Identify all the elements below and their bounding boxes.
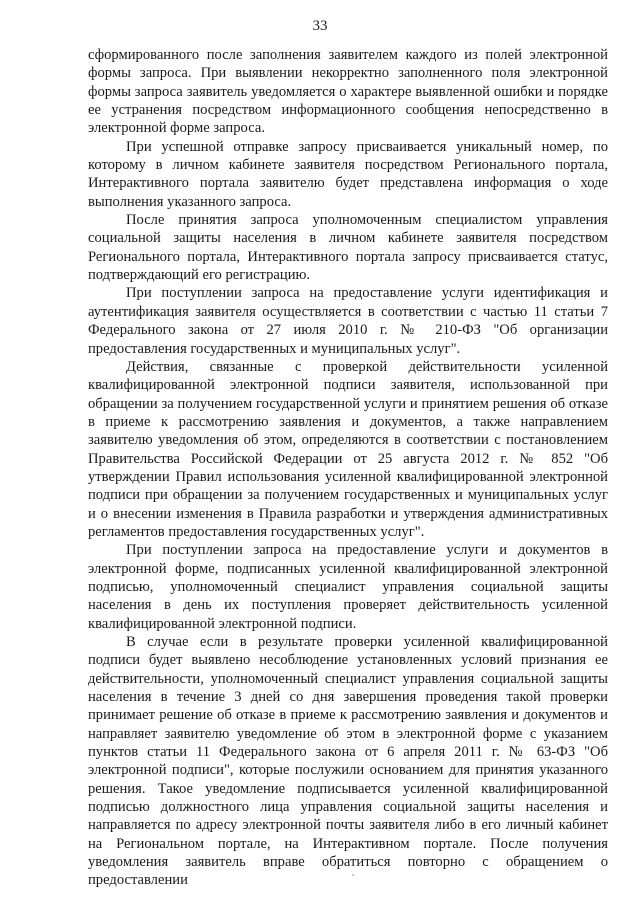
page-number: 33 [312, 18, 328, 34]
document-body [88, 46, 608, 890]
paragraph-continuation: сформированного после заполнения заявителем каждого из полей электронной формы запроса. При выявлении некорректно заполненного поля электронной формы запроса заявитель уведомляется о характере выявленной ошибки и порядке ее устранения посредством информационного сообщения непосредственно в электронной форме запроса. [88, 47, 608, 137]
paragraph-identification: При поступлении запроса на предоставление услуги идентификация и аутентификация заявителя осуществляется в соответствии с частью 11 статьи 7 Федерального закона от 27 июля 2010 г. № 210-ФЗ "Об организации предоставления государственных и муниципальных услуг". [88, 285, 608, 357]
paragraph-signature-verification-actions: Действия, связанные с проверкой действительности усиленной квалифицированной электронной подписи заявителя, использованной при обращении за получением государственной услуги и принятием решения об отказе в приеме к рассмотрению заявления и документов, а также направлением заявителю уведомления об этом, определяются в соответствии с постановлением Правительства Российской Федерации от 25 августа 2012 г. № 852 "Об утверждении Правил использования усиленной квалифицированной электронной подписи при обращении за получением государственных и муниципальных услуг и о внесении изменения в Правила разработки и утверждения административных регламентов предоставления государственных услуг". [88, 358, 608, 540]
paragraph-signature-invalid: В случае если в результате проверки усиленной квалифицированной подписи будет выявлено несоблюдение установленных условий признания ее действительности, уполномоченный специалист управления социальной защиты населения в течение 3 дней со дня завершения проведения такой проверки принимает решение об отказе в приеме к рассмотрению заявления и документов и направляет заявителю уведомление об этом в электронной форме с указанием пунктов статьи 11 Федерального закона от 6 апреля 2011 г. № 63-ФЗ "Об электронной подписи", которые послужили основанием для принятия указанного решения. Такое уведомление подписывается усиленной квалифицированной подписью должностного лица управления социальной защиты населения и направляется по адресу электронной почты заявителя либо в его личный кабинет на Региональном портале, на Интерактивном портале. После получения уведомления заявитель вправе обратиться повторно с обращением о предоставлении [88, 634, 608, 889]
paragraph-signature-check: При поступлении запроса на предоставление услуги и документов в электронной форме, подписанных усиленной квалифицированной электронной подписью, уполномоченный специалист управления социальной защиты населения в день их поступления проверяет действительность усиленной квалифицированной электронной подписи. [88, 542, 608, 632]
scan-speck [352, 874, 354, 876]
paragraph-request-status: После принятия запроса уполномоченным специалистом управления социальной защиты населения в личном кабинете заявителя посредством Регионального портала, Интерактивного портала запросу присваивается статус, подтверждающий его регистрацию. [88, 212, 608, 284]
paragraph-request-number: При успешной отправке запросу присваивается уникальный номер, по которому в личном кабинете заявителя посредством Регионального портала, Интерактивного портала заявителю будет представлена информация о ходе выполнения указанного запроса. [88, 138, 608, 210]
